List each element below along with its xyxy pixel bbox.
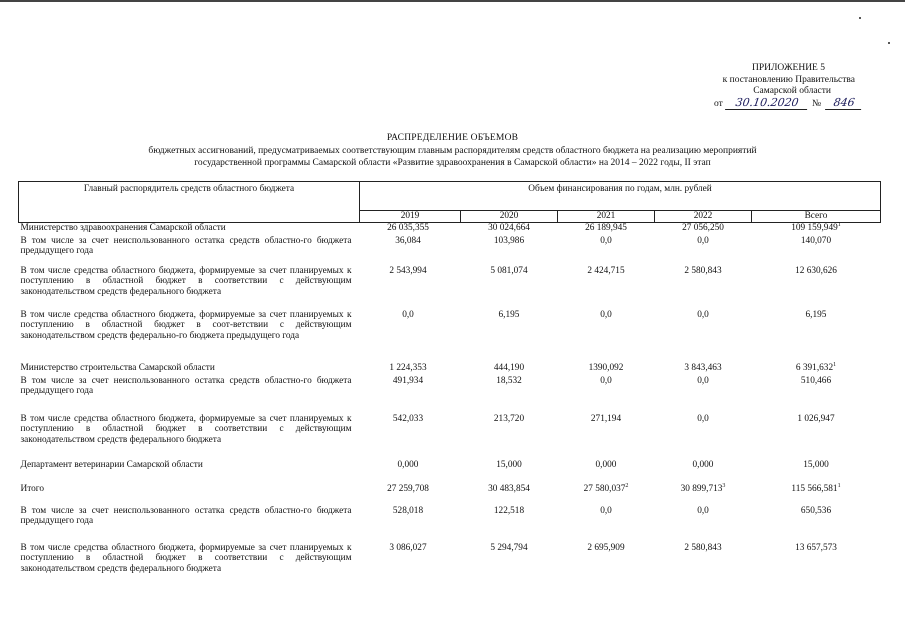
row-label: Министерство строительства Самарской области <box>20 362 215 373</box>
cell-total: 650,536 <box>800 505 832 516</box>
row-label: В том числе средства областного бюджета, формируемые за счет планируемых к поступлению в областной бюджет в соответствии с действующим законодательством средств федерального бюджета <box>20 542 352 575</box>
cell-2019: 0,000 <box>397 459 419 470</box>
funding-table <box>18 181 881 579</box>
table-row <box>19 506 881 543</box>
appendix-block <box>600 63 855 98</box>
cell-2021: 0,0 <box>600 375 612 386</box>
cell-2020: 5 081,074 <box>490 265 528 276</box>
header-total: Всего <box>752 211 881 223</box>
cell-2019: 26 035,355 <box>387 223 429 233</box>
cell-total: 510,466 <box>800 375 832 386</box>
cell-2019: 27 259,708 <box>387 483 429 494</box>
cell-2021: 27 580,037$^2$ <box>583 482 629 494</box>
cell-2022: 0,0 <box>697 505 709 516</box>
cell-total: 13 657,573 <box>795 542 837 553</box>
cell-2021: 26 189,945 <box>585 223 627 233</box>
cell-2022: 30 899,713$^3$ <box>680 482 726 494</box>
cell-2022: 2 580,843 <box>684 542 722 553</box>
cell-2022: 0,0 <box>697 235 709 246</box>
cell-2021: 0,0 <box>600 505 612 516</box>
cell-2021: 271,194 <box>590 413 622 424</box>
cell-2021: 2 424,715 <box>587 265 625 276</box>
cell-2022: 0,0 <box>697 375 709 386</box>
cell-2022: 3 843,463 <box>684 362 722 373</box>
table-row <box>19 414 881 460</box>
cell-2020: 18,532 <box>496 375 522 386</box>
cell-2020: 213,720 <box>493 413 525 424</box>
table-row <box>19 484 881 506</box>
cell-total: 109 159,949$^1$ <box>791 222 841 233</box>
cell-2020: 444,190 <box>493 362 525 373</box>
cell-total: 12 630,626 <box>795 265 837 276</box>
table-row <box>19 363 881 376</box>
row-label: В том числе средства областного бюджета, формируемые за счет планируемых к поступлению в областной бюджет в соот-ветствии с действующим законодательством средств федерально-го бюджета предыдущего года <box>20 309 352 342</box>
row-label: Итого <box>20 483 45 494</box>
document-title: РАСПРЕДЕЛЕНИЕ ОБЪЕМОВ <box>386 133 519 143</box>
top-border-line <box>0 0 905 2</box>
cell-2021: 0,0 <box>600 235 612 246</box>
cell-2020: 5 294,794 <box>490 542 528 553</box>
cell-2020: 30 024,664 <box>488 223 530 233</box>
row-label: В том числе средства областного бюджета, формируемые за счет планируемых к поступлению в областной бюджет в соответствии с действующим законодательством средств федерального бюджета <box>20 413 352 446</box>
cell-2022: 0,0 <box>697 413 709 424</box>
cell-total: 15,000 <box>803 459 829 470</box>
handwritten-number: 846 <box>825 96 863 110</box>
cell-2021: 1390,092 <box>588 362 624 373</box>
cell-2022: 0,0 <box>697 309 709 320</box>
cell-total: 6,195 <box>805 309 827 320</box>
table-row <box>19 543 881 579</box>
cell-total: 1 026,947 <box>797 413 835 424</box>
cell-2019: 36,084 <box>395 235 421 246</box>
cell-total: 6 391,632$^1$ <box>795 361 837 373</box>
cell-total: 115 566,581$^1$ <box>791 482 841 494</box>
cell-2022: 2 580,843 <box>684 265 722 276</box>
handwritten-date: 30.10.2020 <box>725 96 809 110</box>
cell-2019: 542,033 <box>392 413 424 424</box>
table-row <box>19 376 881 414</box>
cell-2020: 6,195 <box>498 309 520 320</box>
header-year-2019: 2019 <box>360 211 461 223</box>
table-row <box>19 266 881 310</box>
number-prefix: № <box>812 99 822 109</box>
header-distributor: Главный распорядитель средств областного бюджета <box>19 182 360 223</box>
cell-2022: 0,000 <box>692 459 714 470</box>
cell-2019: 1 224,353 <box>389 362 427 373</box>
cell-2020: 30 483,854 <box>488 483 530 494</box>
cell-total: 140,070 <box>800 235 832 246</box>
cell-2019: 491,934 <box>392 375 424 386</box>
cell-2019: 0,0 <box>402 309 414 320</box>
date-prefix: от <box>714 99 723 109</box>
document-subtitle-line2: государственной программы Самарской области «Развитие здравоохранения в Самарской области» на 2014 – 2022 годы, II этап <box>194 158 711 168</box>
scan-speck <box>859 17 861 19</box>
row-label: В том числе средства областного бюджета, формируемые за счет планируемых к поступлению в областной бюджет в соответствии с действующим законодательством средств федерального бюджета <box>20 265 352 298</box>
row-label: Министерство здравоохранения Самарской области <box>20 223 226 233</box>
header-year-2022: 2022 <box>655 211 752 223</box>
appendix-title: ПРИЛОЖЕНИЕ 5 <box>751 63 825 73</box>
cell-2019: 3 086,027 <box>389 542 427 553</box>
table-row <box>19 460 881 484</box>
table-row <box>19 236 881 266</box>
row-label: В том числе за счет неиспользованного остатка средств областно-го бюджета предыдущего года <box>20 505 352 527</box>
header-year-2020: 2020 <box>461 211 558 223</box>
cell-2019: 528,018 <box>392 505 424 516</box>
row-label: В том числе за счет неиспользованного остатка средств областно-го бюджета предыдущего года <box>20 375 352 397</box>
header-funding: Объем финансирования по годам, млн. рублей <box>360 182 881 211</box>
cell-2021: 2 695,909 <box>587 542 625 553</box>
document-subtitle-line1: бюджетных ассигнований, предусматриваемых соответствующим главным распорядителям средств областного бюджета на реализацию мероприятий <box>148 146 757 156</box>
appendix-date-number <box>714 97 864 113</box>
cell-2019: 2 543,994 <box>389 265 427 276</box>
row-label: В том числе за счет неиспользованного остатка средств областно-го бюджета предыдущего года <box>20 235 352 257</box>
cell-2020: 15,000 <box>496 459 522 470</box>
cell-2021: 0,0 <box>600 309 612 320</box>
cell-2020: 122,518 <box>493 505 525 516</box>
cell-2021: 0,000 <box>595 459 617 470</box>
table-row <box>19 223 881 236</box>
cell-2020: 103,986 <box>493 235 525 246</box>
table-row <box>19 310 881 363</box>
row-label: Департамент ветеринарии Самарской области <box>20 459 203 470</box>
scan-speck <box>888 42 890 44</box>
header-year-2021: 2021 <box>558 211 655 223</box>
appendix-line2: к постановлению Правительства <box>722 74 855 85</box>
cell-2022: 27 056,250 <box>682 223 724 233</box>
appendix-line3: Самарской области <box>753 86 831 96</box>
